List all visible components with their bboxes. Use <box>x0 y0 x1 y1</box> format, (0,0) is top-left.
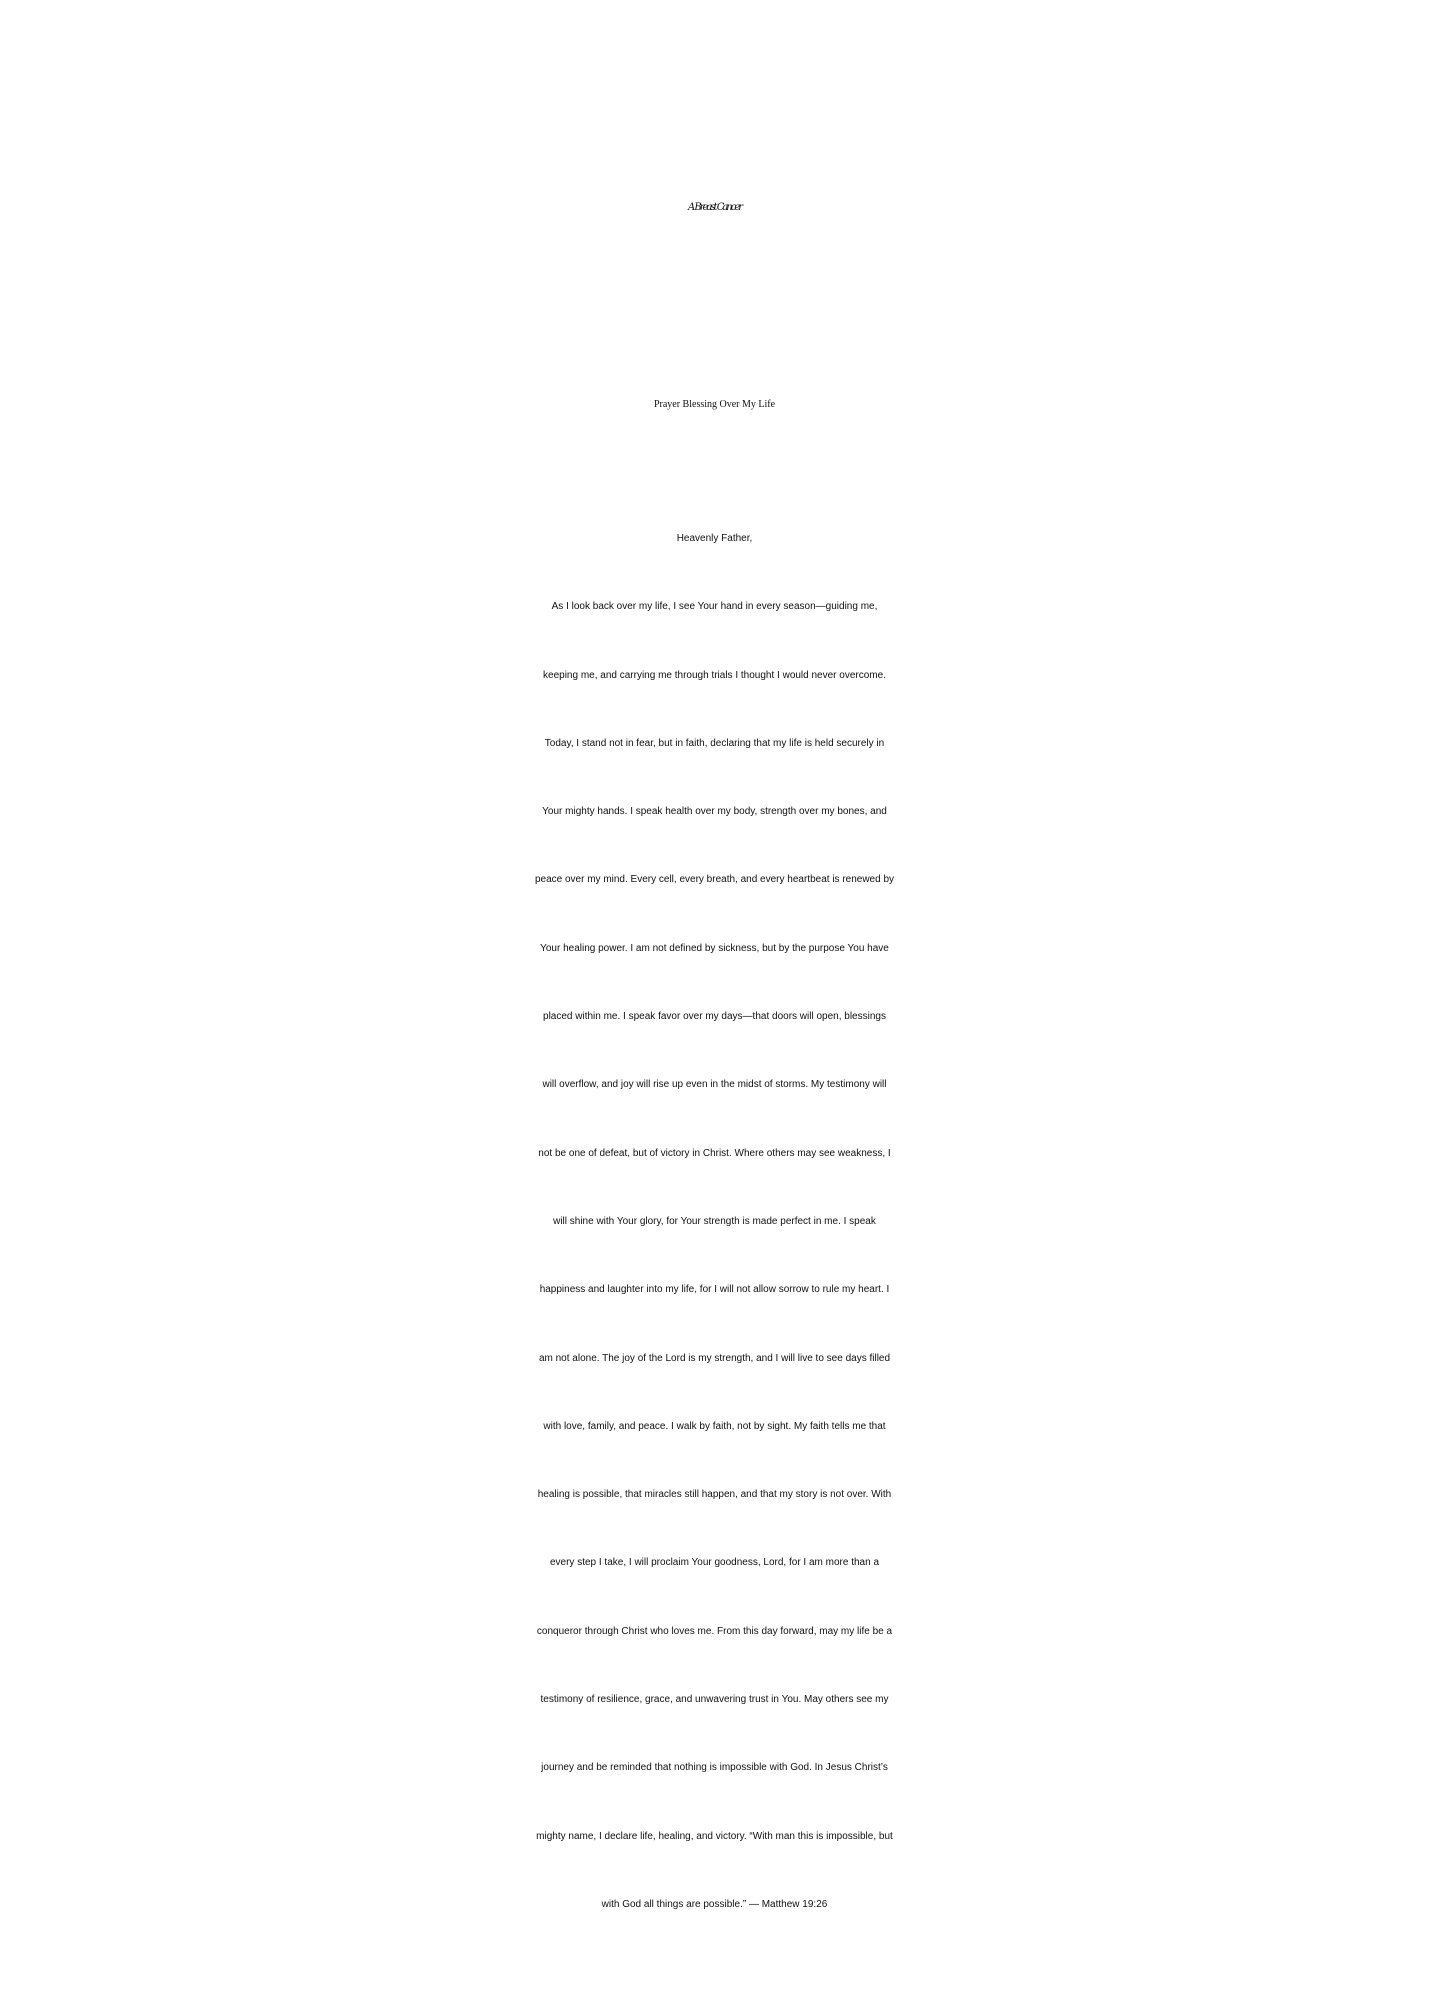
prayer-line: testimony of resilience, grace, and unwavering trust in You. May others see my <box>540 1694 889 1706</box>
prayer-line: not be one of defeat, but of victory in Christ. Where others may see weakness, I <box>538 1147 891 1159</box>
prayer-greeting: Heavenly Father, <box>676 533 753 544</box>
poster-title: A Breast Cancer <box>687 202 742 213</box>
prayer-line: peace over my mind. Every cell, every breath, and every heartbeat is renewed by <box>534 874 895 886</box>
prayer-text <box>50 505 1379 1939</box>
prayer-line: will overflow, and joy will rise up even in the midst of storms. My testimony will <box>542 1079 887 1091</box>
prayer-line: will shine with Your glory, for Your strength is made perfect in me. I speak <box>553 1215 876 1227</box>
prayer-line: am not alone. The joy of the Lord is my strength, and I will live to see days filled <box>538 1352 891 1364</box>
prayer-line: Today, I stand not in fear, but in faith, declaring that my life is held securely in <box>544 737 885 749</box>
prayer-line: journey and be reminded that nothing is impossible with God. In Jesus Christ’s <box>541 1762 888 1774</box>
prayer-line: happiness and laughter into my life, for I will not allow sorrow to rule my heart. I <box>539 1284 890 1296</box>
prayer-line: every step I take, I will proclaim Your goodness, Lord, for I am more than a <box>549 1557 880 1569</box>
prayer-line: Your healing power. I am not defined by sickness, but by the purpose You have <box>540 942 889 954</box>
prayer-line: healing is possible, that miracles still happen, and that my story is not over. With <box>537 1489 892 1501</box>
prayer-line: keeping me, and carrying me through trials I thought I would never overcome. <box>543 669 886 681</box>
prayer-line: conqueror through Christ who loves me. From this day forward, may my life be a <box>536 1625 893 1637</box>
prayer-line: placed within me. I speak favor over my days—that doors will open, blessings <box>543 1011 886 1023</box>
prayer-line: with love, family, and peace. I walk by faith, not by sight. My faith tells me that <box>543 1420 886 1432</box>
prayer-line: Your mighty hands. I speak health over my body, strength over my bones, and <box>542 806 887 818</box>
prayer-closing-verse: with God all things are possible.” — Matthew 19:26 <box>601 1898 828 1910</box>
prayer-line: mighty name, I declare life, healing, and victory. “With man this is impossible, but <box>536 1830 893 1842</box>
poster-subtitle: Prayer Blessing Over My Life <box>653 399 776 410</box>
prayer-line: As I look back over my life, I see Your hand in every season—guiding me, <box>551 601 878 613</box>
